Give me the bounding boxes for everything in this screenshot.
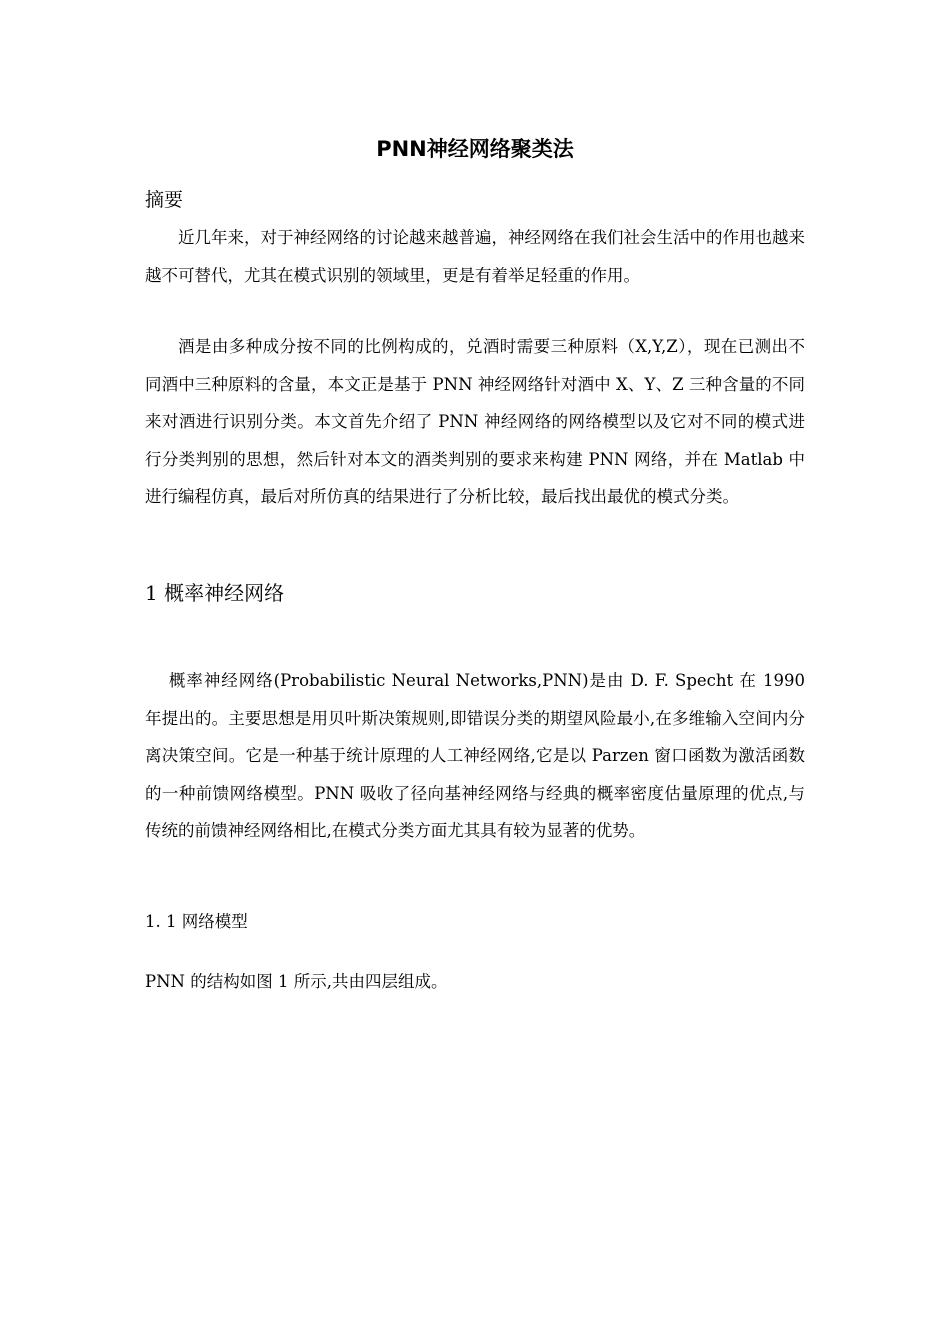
subsection-heading: 1. 1 网络模型 xyxy=(145,912,248,931)
section-heading: 1 概率神经网络 xyxy=(145,581,285,605)
subsection-paragraph: PNN 的结构如图 1 所示,共由四层组成。 xyxy=(145,972,448,991)
abstract-heading: 摘要 xyxy=(145,189,184,211)
abstract-paragraph-2: 酒是由多种成分按不同的比例构成的，兑酒时需要三种原料（X,Y,Z），现在已测出不同酒中三种原料的含量，本文正是基于 PNN 神经网络针对酒中 X、Y、Z 三种含量的不同来对酒进行识别分类。本文首先介绍了 PNN 神经网络的网络模型以及它对不同的模式进行分类判别的思想，然后针对本文的酒类判别的要求来构建 PNN 网络，并在 Matlab 中进行编程仿真，最后对所仿真的结果进行了分析比较，最后找出最优的模式分类。 xyxy=(145,337,805,506)
document-title: PNN神经网络聚类法 xyxy=(376,137,574,161)
abstract-paragraph-1: 近几年来，对于神经网络的讨论越来越普遍，神经网络在我们社会生活中的作用也越来越不可替代，尤其在模式识别的领域里，更是有着举足轻重的作用。 xyxy=(145,228,805,285)
section-paragraph: 概率神经网络(Probabilistic Neural Networks,PNN)是由 D. F. Specht 在 1990 年提出的。主要思想是用贝叶斯决策规则,即错误分类的期望风险最小,在多维输入空间内分离决策空间。它是一种基于统计原理的人工神经网络,它是以 Parzen 窗口函数为激活函数的一种前馈网络模型。PNN 吸收了径向基神经网络与经典的概率密度估量原理的优点,与传统的前馈神经网络相比,在模式分类方面尤其具有较为显著的优势。 xyxy=(145,671,805,840)
